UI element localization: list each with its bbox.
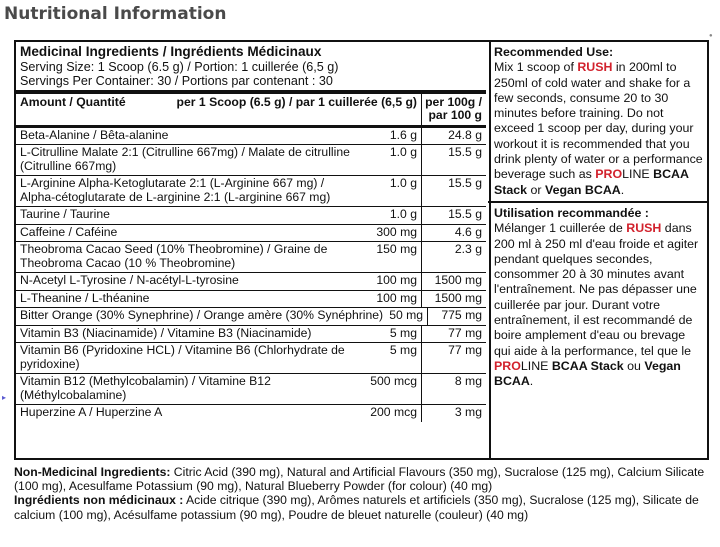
- ingredient-name: L-Arginine Alpha-Ketoglutarate 2:1 (L-Arginine 667 mg) / Alpha-cétoglutarate de L-arginine 2:1 (L-arginine 667 mg): [20, 176, 331, 204]
- table-title: Medicinal Ingredients / Ingrédients Médicinaux: [20, 44, 322, 59]
- per-scoop-value: 5 mg: [389, 325, 417, 340]
- ingredient-name: Caffeine / Caféine: [20, 224, 118, 239]
- table-row: [16, 405, 486, 422]
- non-medicinal-ingredients: [14, 465, 714, 522]
- table-row: [16, 128, 486, 146]
- table-row: [16, 225, 486, 243]
- section-divider: [488, 201, 708, 203]
- non-medicinal-fr: Ingrédients non médicinaux : Acide citrique (390 mg), Arômes naturels et artificiels (350 mg), Sucralose (125 mg), Silicate de calcium (100 mg), Acésulfame potassium (90 mg), Poudre de bleuet naturelle (couleur) (40 mg): [14, 493, 699, 522]
- table-row: [16, 273, 486, 291]
- per-scoop-value: 1.0 g: [389, 176, 417, 191]
- ingredient-name: Huperzine A / Huperzine A: [20, 405, 163, 420]
- recommended-use-title: Recommended Use:: [494, 45, 614, 59]
- per-100g-value: 4.6 g: [421, 225, 486, 242]
- col-amount: Amount / Quantité: [20, 94, 126, 109]
- ingredient-name: L-Theanine / L-théanine: [20, 290, 150, 305]
- utilisation-text: Mélanger 1 cuillerée de RUSH dans 200 ml à 250 ml d'eau froide et agiter pendant quelques secondes, consommer 20 à 30 minutes avant l'entraînement. Ne pas dépasser une cuillerée par jour. Durant votre entraînement, il est recommandé de boire amplement d'eau ou brevage qui aide à la performance, tel que le PROLINE BCAA Stack ou Vegan BCAA.: [494, 221, 699, 389]
- per-100g-value: 775 mg: [427, 308, 486, 325]
- per-100g-value: 2.3 g: [421, 242, 486, 272]
- per-scoop-value: 1.6 g: [389, 127, 417, 142]
- per-scoop-value: 1.0 g: [389, 207, 417, 222]
- ingredient-name: Theobroma Cacao Seed (10% Theobromine) / Graine de Theobroma Cacao (10 % Theobromine): [20, 242, 328, 270]
- table-row: [16, 145, 486, 176]
- recommended-use-text: Mix 1 scoop of RUSH in 200ml to 250ml of cold water and shake for a few seconds, consume 20 to 30 minutes before training. Do not exceed 1 scoop per day, during your workout it is recommended that you drink plenty of water or a performance beverage such as PROLINE BCAA Stack or Vegan BCAA.: [494, 60, 703, 197]
- per-scoop-value: 150 mg: [376, 242, 417, 257]
- per-100g-value: 3 mg: [421, 405, 486, 422]
- table-row: [16, 308, 486, 326]
- medicinal-table: [16, 42, 486, 458]
- per-100g-value: 1500 mg: [421, 273, 486, 290]
- serving-size: Serving Size: 1 Scoop (6.5 g) / Portion: 1 cuillerée (6,5 g): [20, 59, 339, 74]
- table-row: [16, 176, 486, 207]
- ingredient-name: Vitamin B3 (Niacinamide) / Vitamine B3 (Niacinamide): [20, 325, 312, 340]
- col-per-100g: per 100g / par 100 g: [421, 94, 486, 125]
- per-scoop-value: 500 mcg: [370, 374, 417, 389]
- table-row: [16, 207, 486, 225]
- ingredient-name: Taurine / Taurine: [20, 207, 110, 222]
- table-row: [16, 242, 486, 273]
- column-divider: [489, 42, 491, 458]
- servings-per-container: Servings Per Container: 30 / Portions par contenant : 30: [20, 74, 333, 89]
- side-arrow-icon: ▸: [2, 393, 7, 402]
- per-100g-value: 24.8 g: [421, 128, 486, 145]
- per-scoop-value: 100 mg: [376, 290, 417, 305]
- ingredient-name: Beta-Alanine / Bêta-alanine: [20, 127, 169, 142]
- per-scoop-value: 300 mg: [376, 224, 417, 239]
- per-scoop-value: 1.0 g: [389, 145, 417, 160]
- per-100g-value: 15.5 g: [421, 176, 486, 206]
- per-scoop-value: 100 mg: [376, 273, 417, 288]
- per-scoop-value: 50 mg: [389, 308, 424, 323]
- table-row: [16, 326, 486, 344]
- ingredient-name: Bitter Orange (30% Synephrine) / Orange amère (30% Synéphrine): [20, 308, 384, 323]
- per-100g-value: 77 mg: [421, 343, 486, 373]
- per-scoop-value: 200 mcg: [370, 405, 417, 420]
- corner-dot: ●: [709, 33, 713, 39]
- per-100g-value: 15.5 g: [421, 207, 486, 224]
- per-100g-value: 8 mg: [421, 374, 486, 404]
- non-medicinal-en: Non-Medicinal Ingredients: Citric Acid (390 mg), Natural and Artificial Flavours (350 mg), Sucralose (125 mg), Calcium Silicate (100 mg), Acesulfame Potassium (90 mg), Natural Blueberry Powder (for colour) (40 mg): [14, 465, 705, 494]
- per-100g-value: 77 mg: [421, 326, 486, 343]
- table-row: [16, 291, 486, 309]
- nutrition-panel: [14, 40, 709, 460]
- ingredient-name: N-Acetyl L-Tyrosine / N-acétyl-L-tyrosine: [20, 273, 239, 288]
- table-header: [16, 42, 486, 89]
- recommended-use: [494, 45, 704, 390]
- col-per-scoop: per 1 Scoop (6.5 g) / par 1 cuillerée (6,5 g): [176, 94, 417, 109]
- per-100g-value: 15.5 g: [421, 145, 486, 175]
- ingredient-name: Vitamin B6 (Pyridoxine HCL) / Vitamine B6 (Chlorhydrate de pyridoxine): [20, 343, 345, 371]
- column-headers: [16, 90, 486, 128]
- per-scoop-value: 5 mg: [389, 343, 417, 358]
- ingredient-name: L-Citrulline Malate 2:1 (Citrulline 667mg) / Malate de citrulline (Citrulline 667mg): [20, 145, 350, 173]
- ingredient-name: Vitamin B12 (Methylcobalamin) / Vitamine B12 (Méthylcobalamine): [20, 374, 271, 402]
- utilisation-title: Utilisation recommandée :: [494, 205, 649, 220]
- page-title: Nutritional Information: [4, 4, 227, 24]
- brand-rush: RUSH: [577, 60, 613, 75]
- table-row: [16, 343, 486, 374]
- table-row: [16, 374, 486, 405]
- per-100g-value: 1500 mg: [421, 291, 486, 308]
